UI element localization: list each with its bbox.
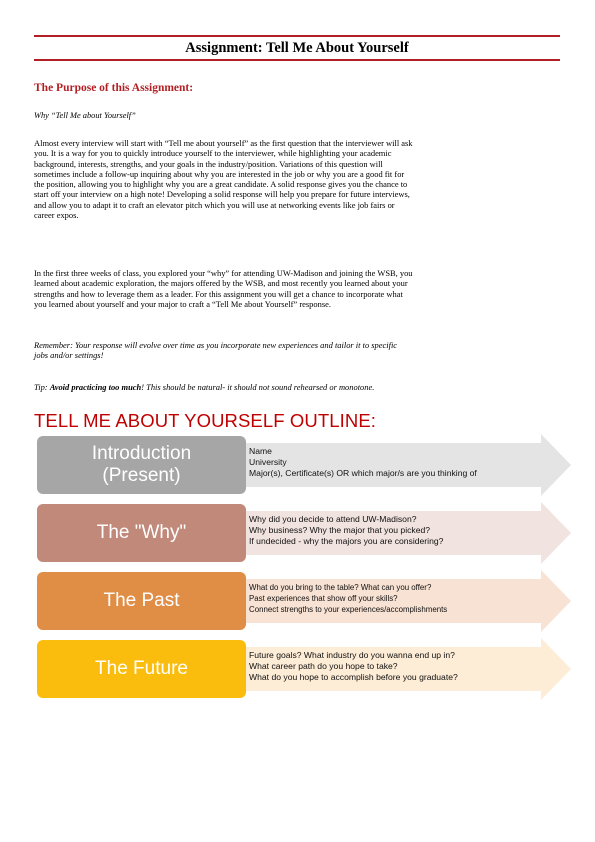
outline-description — [249, 514, 443, 547]
outline-label-box — [37, 640, 246, 698]
purpose-paragraph-1 — [34, 138, 562, 220]
paragraph-line: In the first three weeks of class, you explored your “why” for attending UW-Madison and joining the WSB, you — [34, 268, 413, 278]
outline-description — [249, 446, 477, 479]
outline-label: The "Why" — [96, 522, 187, 543]
outline-description — [249, 650, 458, 683]
tip-suffix: ! This should be natural- it should not sound rehearsed or monotone. — [141, 382, 375, 392]
outline-label-box — [37, 436, 246, 494]
description-line: University — [249, 457, 287, 467]
description-line: Connect strengths to your experiences/accomplishments — [249, 605, 448, 614]
paragraph-line: career expos. — [34, 210, 79, 221]
tip-note — [34, 382, 562, 392]
description-line: What do you hope to accomplish before you graduate? — [249, 672, 458, 682]
purpose-subtitle: Why “Tell Me about Yourself” — [34, 111, 136, 120]
outline-row-why — [37, 502, 577, 564]
paragraph-line: strengths and how to leverage them as a leader. For this assignment you will get a chance to incorporate what — [34, 288, 403, 299]
tip-prefix: Tip: — [34, 382, 50, 392]
outline-label: The Past — [103, 590, 180, 611]
paragraph-line: learned about academic exploration, the majors offered by the WSB, and most recently you learned about your — [34, 278, 408, 289]
description-line: Future goals? What industry do you wanna end up in? — [249, 650, 455, 660]
paragraph-line: Almost every interview will start with “Tell me about yourself” as the first question that the interviewer will ask — [34, 138, 413, 148]
outline-row-past — [37, 570, 577, 632]
title-underline — [34, 59, 560, 61]
paragraph-line: you. It is a way for you to quickly introduce yourself to the interviewer, while highlighting your academic — [34, 148, 392, 159]
description-line: If undecided - why the majors you are considering? — [249, 536, 444, 546]
description-line: Why did you decide to attend UW-Madison? — [249, 514, 417, 524]
outline-label: Introduction (Present) — [91, 443, 192, 486]
description-line: Major(s), Certificate(s) OR which major/s are you thinking of — [249, 468, 477, 478]
paragraph-line: you learned about yourself and your major to craft a “Tell Me about Yourself” response. — [34, 298, 331, 309]
paragraph-line: start off your interview on a high note! Developing a solid response will help you prepare for future interviews, — [34, 189, 410, 200]
outline-label: The Future — [95, 658, 188, 679]
page-title: Assignment: Tell Me About Yourself — [185, 40, 409, 56]
tip-emphasis: Avoid practicing too much — [49, 382, 142, 392]
paragraph-line: the position, allowing you to highlight why you are a great candidate. A solid response gives you the chance to — [34, 179, 408, 190]
paragraph-line: Remember: Your response will evolve over time as you incorporate new experiences and tailor it to specific — [34, 340, 398, 350]
description-line: What career path do you hope to take? — [249, 661, 398, 671]
outline-row-future — [37, 638, 577, 700]
outline-row-introduction — [37, 434, 577, 496]
remember-note — [34, 340, 562, 361]
outline-description — [249, 582, 447, 615]
description-line: What do you bring to the table? What can you offer? — [249, 583, 432, 592]
outline-label-box — [37, 572, 246, 630]
outline-label-box — [37, 504, 246, 562]
purpose-heading: The Purpose of this Assignment: — [34, 82, 194, 94]
top-rule — [34, 35, 560, 37]
paragraph-line: jobs and/or settings! — [34, 350, 104, 361]
outline-heading: TELL ME ABOUT YOURSELF OUTLINE: — [34, 410, 377, 431]
paragraph-line: and allow you to adapt it to craft an elevator pitch which you will use at networking events like job fairs or — [34, 199, 395, 210]
description-line: Name — [249, 446, 272, 456]
paragraph-line: background, interests, strengths, and your goals in the industry/position. Variations of this question will — [34, 158, 383, 169]
description-line: Why business? Why the major that you picked? — [249, 525, 431, 535]
paragraph-line: sometimes include a follow-up inquiring about why you are interested in the job or why you are a good fit for — [34, 168, 405, 179]
purpose-paragraph-2 — [34, 268, 562, 309]
description-line: Past experiences that show off your skills? — [249, 594, 398, 603]
